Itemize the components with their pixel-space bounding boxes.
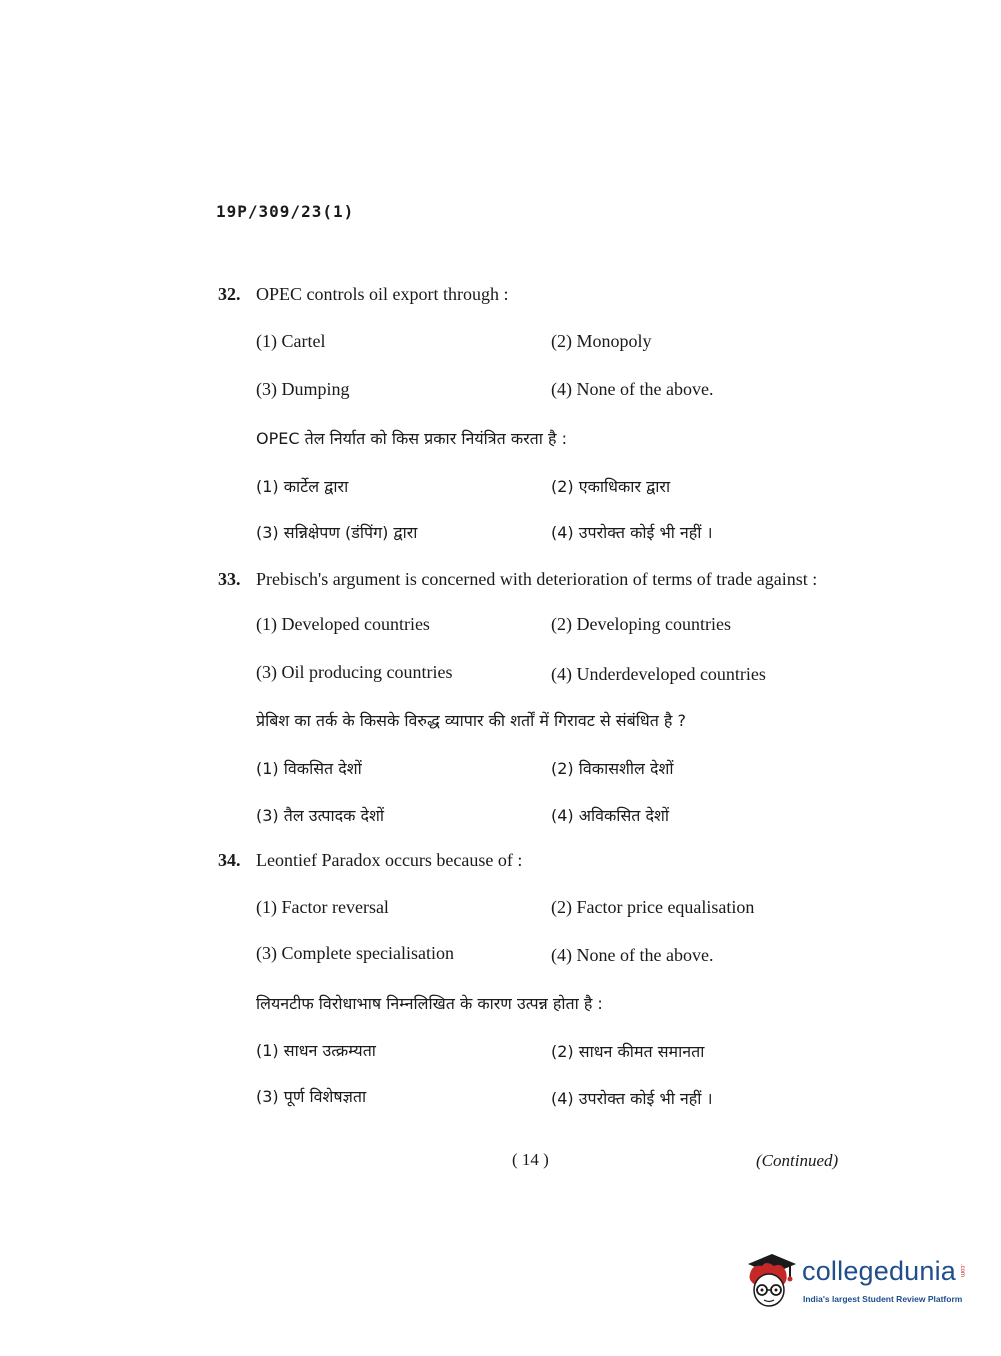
paper-code: 19P/309/23(1) bbox=[216, 202, 355, 221]
continued-label: (Continued) bbox=[756, 1151, 839, 1170]
hindi-question-text: लियनटीफ विरोधाभाष निम्नलिखित के कारण उत्पन्न होता है : bbox=[256, 994, 603, 1013]
hindi-option-4: (4) अविकसित देशों bbox=[551, 806, 669, 825]
logo-tagline: India's largest Student Review Platform bbox=[803, 1294, 963, 1304]
option-4: (4) Underdeveloped countries bbox=[551, 664, 766, 684]
hindi-option-4: (4) उपरोक्त कोई भी नहीं । bbox=[551, 1089, 713, 1108]
option-3: (3) Oil producing countries bbox=[256, 662, 453, 682]
hindi-option-2: (2) विकासशील देशों bbox=[551, 759, 674, 778]
option-2: (2) Factor price equalisation bbox=[551, 897, 755, 917]
hindi-option-2: (2) एकाधिकार द्वारा bbox=[551, 477, 671, 496]
hindi-option-3: (3) सन्निक्षेपण (डंपिंग) द्वारा bbox=[256, 523, 418, 542]
hindi-question-text: प्रेबिश का तर्क के किसके विरुद्ध व्यापार की शर्तों में गिरावट से संबंधित है ? bbox=[256, 711, 687, 730]
mascot-icon bbox=[742, 1250, 800, 1312]
question-number: 34. bbox=[218, 850, 241, 870]
option-4: (4) None of the above. bbox=[551, 945, 714, 965]
option-3: (3) Dumping bbox=[256, 379, 350, 399]
hindi-option-3: (3) तैल उत्पादक देशों bbox=[256, 806, 385, 825]
hindi-option-1: (1) कार्टेल द्वारा bbox=[256, 477, 349, 496]
question-text: Leontief Paradox occurs because of : bbox=[256, 850, 523, 870]
logo-name: collegedunia bbox=[802, 1256, 957, 1286]
collegedunia-logo bbox=[742, 1250, 972, 1312]
hindi-option-4: (4) उपरोक्त कोई भी नहीं । bbox=[551, 523, 713, 542]
question-text: OPEC controls oil export through : bbox=[256, 284, 509, 304]
option-1: (1) Cartel bbox=[256, 331, 326, 351]
option-4: (4) None of the above. bbox=[551, 379, 714, 399]
page-number: ( 14 ) bbox=[512, 1150, 549, 1169]
question-number: 32. bbox=[218, 284, 241, 304]
hindi-option-3: (3) पूर्ण विशेषज्ञता bbox=[256, 1087, 367, 1106]
hindi-option-1: (1) विकसित देशों bbox=[256, 759, 362, 778]
question-text: Prebisch's argument is concerned with deterioration of terms of trade against : bbox=[256, 569, 818, 589]
question-number: 33. bbox=[218, 569, 241, 589]
option-1: (1) Developed countries bbox=[256, 614, 430, 634]
option-2: (2) Monopoly bbox=[551, 331, 652, 351]
option-3: (3) Complete specialisation bbox=[256, 943, 454, 963]
hindi-question-text: OPEC तेल निर्यात को किस प्रकार नियंत्रित करता है : bbox=[256, 429, 567, 448]
hindi-option-1: (1) साधन उत्क्रम्यता bbox=[256, 1041, 376, 1060]
hindi-option-2: (2) साधन कीमत समानता bbox=[551, 1042, 705, 1061]
option-2: (2) Developing countries bbox=[551, 614, 731, 634]
logo-dotcom: .com bbox=[959, 1264, 965, 1278]
option-1: (1) Factor reversal bbox=[256, 897, 389, 917]
